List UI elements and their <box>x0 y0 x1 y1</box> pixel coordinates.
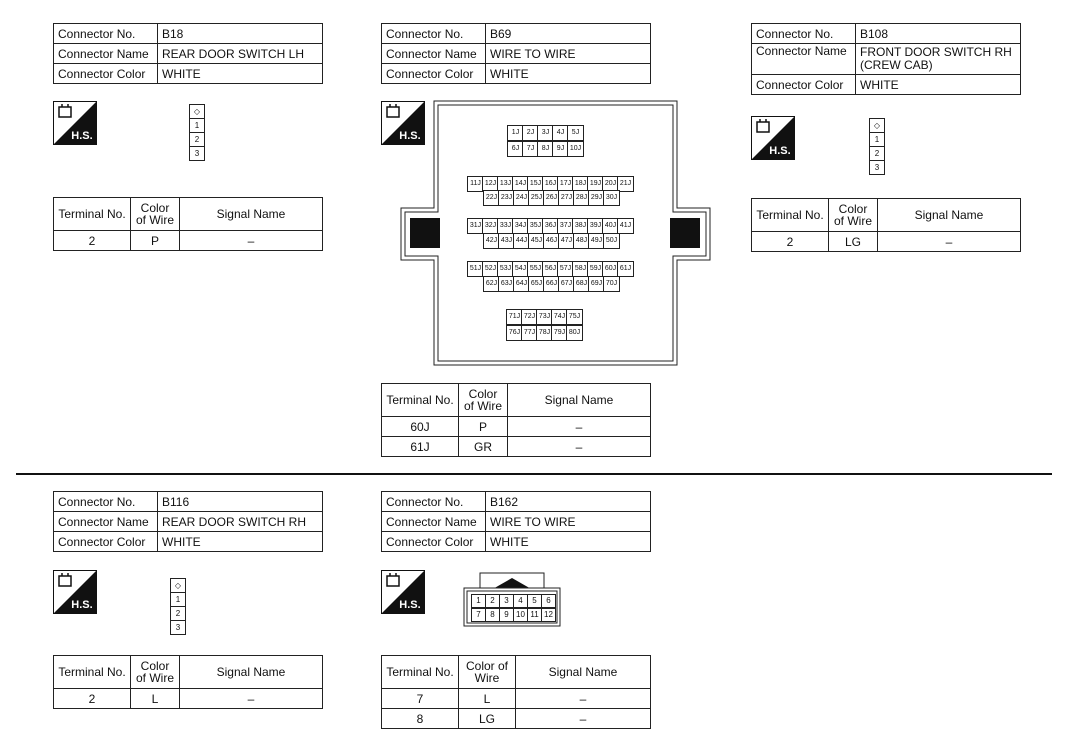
pin-74J: 74J <box>551 309 568 325</box>
pin: 3 <box>171 620 185 634</box>
pin-37J: 37J <box>557 218 574 234</box>
pin-61J: 61J <box>617 261 634 277</box>
pin-71J: 71J <box>506 309 523 325</box>
pin-45J: 45J <box>528 233 545 249</box>
signal-name: – <box>180 231 323 251</box>
pin-78J: 78J <box>536 325 553 341</box>
terminal-table <box>751 198 1021 252</box>
pin-26J: 26J <box>543 190 560 206</box>
pin-30J: 30J <box>603 190 620 206</box>
pin-35J: 35J <box>527 218 544 234</box>
connector-no: B108 <box>856 24 1021 44</box>
terminal-no: 8 <box>382 709 459 729</box>
terminal-no: 2 <box>54 231 131 251</box>
pin-60J: 60J <box>602 261 619 277</box>
header-terminal: Terminal No. <box>752 199 829 232</box>
pin-3J: 3J <box>537 125 554 141</box>
pin-5J: 5J <box>567 125 584 141</box>
table-row <box>382 437 651 457</box>
header-terminal: Terminal No. <box>382 384 459 417</box>
pin-58J: 58J <box>572 261 589 277</box>
pin-13J: 13J <box>497 176 514 192</box>
connector-name: REAR DOOR SWITCH LH <box>158 44 323 64</box>
connector-name: WIRE TO WIRE <box>486 512 651 532</box>
pin-8: 8 <box>485 608 500 622</box>
pin-21J: 21J <box>617 176 634 192</box>
label-connector-color: Connector Color <box>752 75 856 95</box>
wire-color: L <box>131 689 180 709</box>
pin-67J: 67J <box>558 276 575 292</box>
pin-6J: 6J <box>507 141 524 157</box>
pin-9J: 9J <box>552 141 569 157</box>
pin-73J: 73J <box>536 309 553 325</box>
terminal-no: 60J <box>382 417 459 437</box>
pin-2: 2 <box>485 594 500 608</box>
connector-info-table <box>381 491 651 552</box>
pin: 2 <box>190 132 204 146</box>
pin-69J: 69J <box>588 276 605 292</box>
label-connector-color: Connector Color <box>382 64 486 84</box>
pin-1J: 1J <box>507 125 524 141</box>
pin-46J: 46J <box>543 233 560 249</box>
pin-9: 9 <box>499 608 514 622</box>
header-wire: Color of Wire <box>829 199 878 232</box>
pin-72J: 72J <box>521 309 538 325</box>
pin-31J: 31J <box>467 218 484 234</box>
pin-34J: 34J <box>512 218 529 234</box>
pin-25J: 25J <box>528 190 545 206</box>
connector-face <box>869 118 885 175</box>
header-signal: Signal Name <box>180 656 323 689</box>
label-connector-name: Connector Name <box>54 44 158 64</box>
pin-44J: 44J <box>513 233 530 249</box>
pin-12J: 12J <box>482 176 499 192</box>
label-connector-color: Connector Color <box>54 532 158 552</box>
signal-name: – <box>516 689 651 709</box>
pin: 1 <box>190 118 204 132</box>
pin-16J: 16J <box>542 176 559 192</box>
pin-7: 7 <box>471 608 486 622</box>
pin-80J: 80J <box>566 325 583 341</box>
terminal-table <box>53 197 323 251</box>
svg-text:H.S.: H.S. <box>71 599 93 611</box>
pin-2J: 2J <box>522 125 539 141</box>
pin-18J: 18J <box>572 176 589 192</box>
pin-76J: 76J <box>506 325 523 341</box>
label-connector-no: Connector No. <box>752 24 856 44</box>
pin-5: 5 <box>527 594 542 608</box>
signal-name: – <box>878 232 1021 252</box>
pin-38J: 38J <box>572 218 589 234</box>
pin-56J: 56J <box>542 261 559 277</box>
header-terminal: Terminal No. <box>54 656 131 689</box>
key-diamond-icon: ◇ <box>873 121 881 130</box>
pin-47J: 47J <box>558 233 575 249</box>
pin-15J: 15J <box>527 176 544 192</box>
label-connector-no: Connector No. <box>382 492 486 512</box>
pin-23J: 23J <box>498 190 515 206</box>
pin-22J: 22J <box>483 190 500 206</box>
wire-color: P <box>459 417 508 437</box>
pin-12: 12 <box>541 608 556 622</box>
wire-color: P <box>131 231 180 251</box>
table-row <box>752 232 1021 252</box>
pin-20J: 20J <box>602 176 619 192</box>
connector-no: B69 <box>486 24 651 44</box>
label-connector-no: Connector No. <box>54 24 158 44</box>
header-signal: Signal Name <box>516 656 651 689</box>
connector-color: WHITE <box>486 64 651 84</box>
pin-62J: 62J <box>483 276 500 292</box>
hs-icon <box>53 570 97 614</box>
pin-17J: 17J <box>557 176 574 192</box>
label-connector-color: Connector Color <box>54 64 158 84</box>
pin-43J: 43J <box>498 233 515 249</box>
wire-color: LG <box>459 709 516 729</box>
signal-name: – <box>516 709 651 729</box>
pin: 2 <box>870 146 884 160</box>
table-row <box>382 689 651 709</box>
connector-color: WHITE <box>158 532 323 552</box>
section-divider <box>16 473 1052 475</box>
terminal-no: 61J <box>382 437 459 457</box>
pin-79J: 79J <box>551 325 568 341</box>
table-row <box>54 689 323 709</box>
wire-color: GR <box>459 437 508 457</box>
header-wire: Color of Wire <box>131 656 180 689</box>
pin-6: 6 <box>541 594 556 608</box>
pin-68J: 68J <box>573 276 590 292</box>
connector-info-table <box>53 23 323 84</box>
connector-color: WHITE <box>856 75 1021 95</box>
pin-8J: 8J <box>537 141 554 157</box>
table-row <box>382 709 651 729</box>
connector-info-table <box>53 491 323 552</box>
pin-63J: 63J <box>498 276 515 292</box>
connector-color: WHITE <box>486 532 651 552</box>
pin: 3 <box>870 160 884 174</box>
connector-name: FRONT DOOR SWITCH RH (CREW CAB) <box>856 44 1021 75</box>
hs-icon <box>751 116 795 160</box>
connector-no: B162 <box>486 492 651 512</box>
terminal-table <box>381 383 651 457</box>
pin-54J: 54J <box>512 261 529 277</box>
pin-48J: 48J <box>573 233 590 249</box>
connector-info-table <box>751 23 1021 95</box>
connector-no: B18 <box>158 24 323 44</box>
connector-face <box>189 104 205 161</box>
pin-27J: 27J <box>558 190 575 206</box>
lock-tab-right <box>670 218 700 248</box>
label-connector-no: Connector No. <box>382 24 486 44</box>
header-signal: Signal Name <box>180 198 323 231</box>
signal-name: – <box>508 437 651 457</box>
label-connector-name: Connector Name <box>752 44 856 75</box>
pin-29J: 29J <box>588 190 605 206</box>
header-wire: Color of Wire <box>131 198 180 231</box>
header-signal: Signal Name <box>508 384 651 417</box>
hs-icon <box>381 570 425 614</box>
pin: 1 <box>171 592 185 606</box>
connector-info-table <box>381 23 651 84</box>
terminal-no: 7 <box>382 689 459 709</box>
pin-59J: 59J <box>587 261 604 277</box>
key-diamond-icon: ◇ <box>174 581 182 590</box>
label-connector-color: Connector Color <box>382 532 486 552</box>
header-wire: Color of Wire <box>459 384 508 417</box>
pin-11J: 11J <box>467 176 484 192</box>
pin-66J: 66J <box>543 276 560 292</box>
hs-icon <box>53 101 97 145</box>
pin-70J: 70J <box>603 276 620 292</box>
svg-text:H.S.: H.S. <box>71 130 93 142</box>
pin-4: 4 <box>513 594 528 608</box>
connector-no: B116 <box>158 492 323 512</box>
label-connector-name: Connector Name <box>382 512 486 532</box>
header-terminal: Terminal No. <box>54 198 131 231</box>
header-signal: Signal Name <box>878 199 1021 232</box>
terminal-no: 2 <box>752 232 829 252</box>
pin-64J: 64J <box>513 276 530 292</box>
pin-49J: 49J <box>588 233 605 249</box>
pin: 2 <box>171 606 185 620</box>
connector-name: REAR DOOR SWITCH RH <box>158 512 323 532</box>
table-row <box>54 231 323 251</box>
pin-10J: 10J <box>567 141 584 157</box>
pin-1: 1 <box>471 594 486 608</box>
pin-65J: 65J <box>528 276 545 292</box>
pin-7J: 7J <box>522 141 539 157</box>
pin-57J: 57J <box>557 261 574 277</box>
lock-tab-left <box>410 218 440 248</box>
pin-77J: 77J <box>521 325 538 341</box>
pin-33J: 33J <box>497 218 514 234</box>
table-row <box>382 417 651 437</box>
pin: 1 <box>870 132 884 146</box>
connector-name: WIRE TO WIRE <box>486 44 651 64</box>
pin-28J: 28J <box>573 190 590 206</box>
pin-75J: 75J <box>566 309 583 325</box>
svg-text:H.S.: H.S. <box>769 145 791 157</box>
pin-39J: 39J <box>587 218 604 234</box>
pin-32J: 32J <box>482 218 499 234</box>
signal-name: – <box>508 417 651 437</box>
pin-52J: 52J <box>482 261 499 277</box>
pin-53J: 53J <box>497 261 514 277</box>
terminal-no: 2 <box>54 689 131 709</box>
key-diamond-icon: ◇ <box>193 107 201 116</box>
connector-face <box>170 578 186 635</box>
pin-10: 10 <box>513 608 528 622</box>
wire-color: LG <box>829 232 878 252</box>
pin-11: 11 <box>527 608 542 622</box>
pin-4J: 4J <box>552 125 569 141</box>
signal-name: – <box>180 689 323 709</box>
pin-55J: 55J <box>527 261 544 277</box>
label-connector-name: Connector Name <box>54 512 158 532</box>
pin: 3 <box>190 146 204 160</box>
header-wire: Color of Wire <box>459 656 516 689</box>
pin-24J: 24J <box>513 190 530 206</box>
pin-41J: 41J <box>617 218 634 234</box>
pin-14J: 14J <box>512 176 529 192</box>
pin-40J: 40J <box>602 218 619 234</box>
pin-3: 3 <box>499 594 514 608</box>
terminal-table <box>381 655 651 729</box>
pin-51J: 51J <box>467 261 484 277</box>
svg-text:H.S.: H.S. <box>399 130 421 142</box>
header-terminal: Terminal No. <box>382 656 459 689</box>
svg-text:H.S.: H.S. <box>399 599 421 611</box>
connector-color: WHITE <box>158 64 323 84</box>
label-connector-no: Connector No. <box>54 492 158 512</box>
pin-19J: 19J <box>587 176 604 192</box>
pin-42J: 42J <box>483 233 500 249</box>
pin-36J: 36J <box>542 218 559 234</box>
terminal-table <box>53 655 323 709</box>
label-connector-name: Connector Name <box>382 44 486 64</box>
pin-50J: 50J <box>603 233 620 249</box>
wire-color: L <box>459 689 516 709</box>
